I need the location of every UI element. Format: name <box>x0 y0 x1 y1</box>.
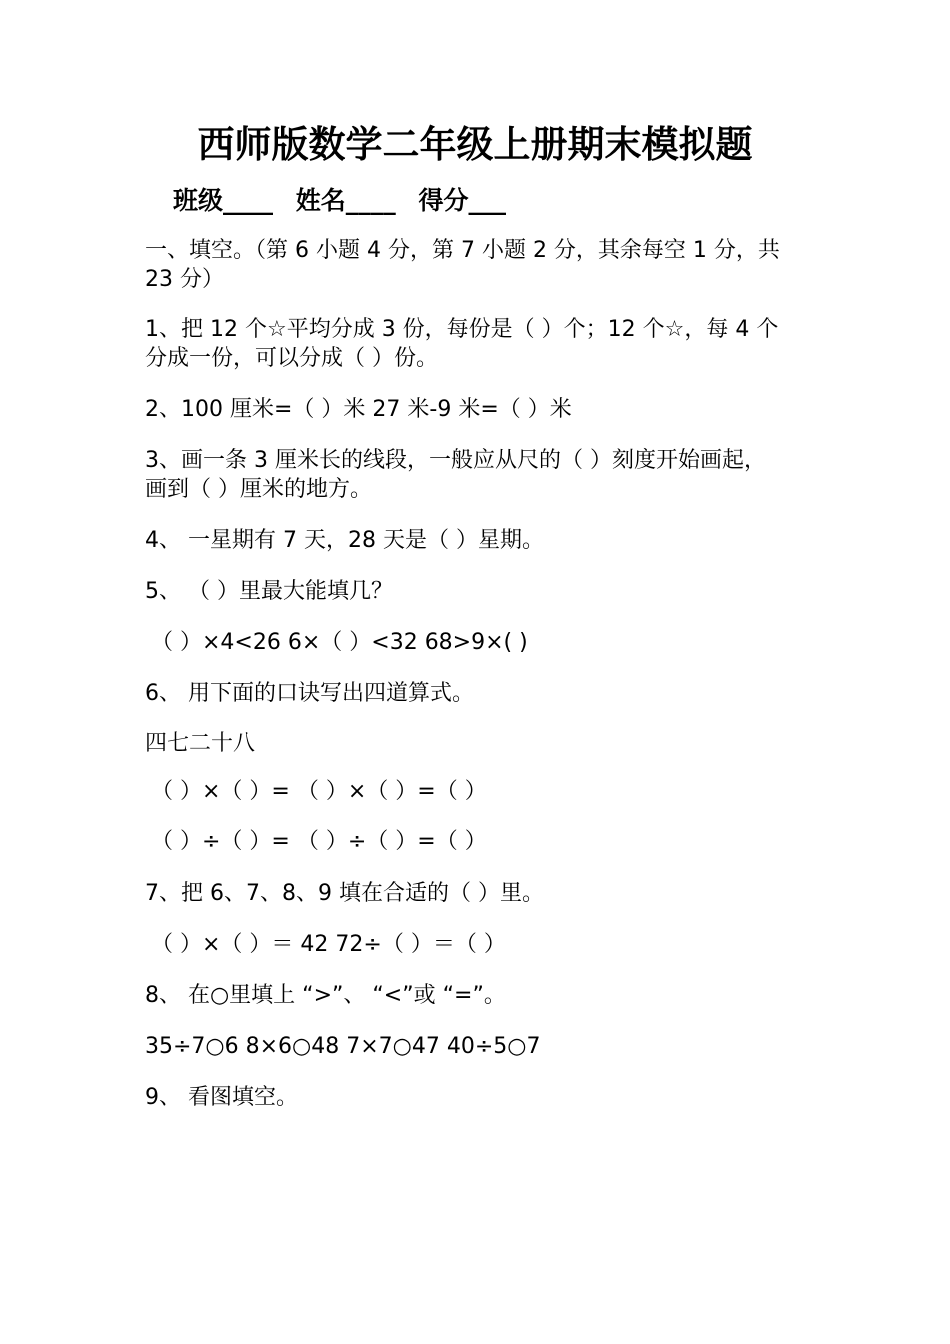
question-1-line-2: 分成一份，可以分成（ ）份。 <box>145 346 438 371</box>
exam-title: 西师版数学二年级上册期末模拟题 <box>197 122 753 166</box>
question-3-line-2: 画到（ ）厘米的地方。 <box>145 477 372 502</box>
name-field: 姓名____ <box>295 186 396 215</box>
question-6-line-2: 四七二十八 <box>145 731 256 756</box>
question-1-line-1: 1、把 12 个☆平均分成 3 份，每份是（ ）个；12 个☆，每 4 个 <box>145 317 779 342</box>
score-field: 得分___ <box>418 186 506 215</box>
class-field: 班级____ <box>173 186 274 215</box>
question-5-line-1: 5、 （ ）里最大能填几？ <box>145 579 393 604</box>
question-8-line-1: 8、 在○里填上 “>”、 “<”或 “=”。 <box>145 983 506 1008</box>
student-info-line <box>173 183 520 219</box>
question-3-line-1: 3、画一条 3 厘米长的线段，一般应从尺的（ ）刻度开始画起， <box>145 448 766 473</box>
question-8-line-2: 35÷7○6 8×6○48 7×7○47 40÷5○7 <box>145 1034 541 1059</box>
question-6-line-1: 6、 用下面的口诀写出四道算式。 <box>145 681 474 706</box>
question-7-line-1: 7、把 6、7、8、9 填在合适的（ ）里。 <box>145 881 544 906</box>
question-4-line-1: 4、 一星期有 7 天，28 天是（ ）星期。 <box>145 528 544 553</box>
question-7-line-2: （ ）×（ ）＝ 42 72÷（ ）＝（ ） <box>151 932 506 957</box>
section-heading-line-1: 一、填空。（第 6 小题 4 分，第 7 小题 2 分，其余每空 1 分，共 <box>145 238 780 263</box>
question-6-line-4: （ ）÷（ ）= （ ）÷（ ）=（ ） <box>151 829 487 854</box>
question-2-line-1: 2、100 厘米=（ ）米 27 米-9 米=（ ）米 <box>145 397 572 422</box>
question-9-line-1: 9、 看图填空。 <box>145 1085 298 1110</box>
question-5-line-2: （ ）×4<26 6×（ ）<32 68>9×( ) <box>151 630 528 655</box>
section-heading-line-2: 23 分） <box>145 267 224 292</box>
question-6-line-3: （ ）×（ ）= （ ）×（ ）=（ ） <box>151 779 487 804</box>
